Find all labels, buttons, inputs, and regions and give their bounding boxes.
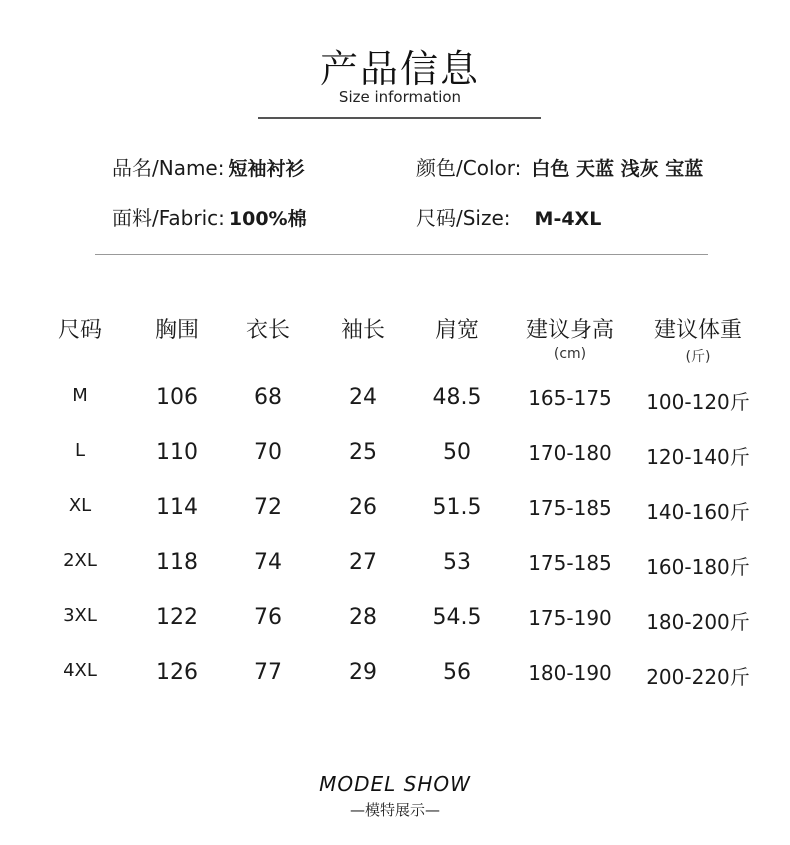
info-fabric bbox=[112, 202, 307, 231]
info-name bbox=[112, 152, 305, 181]
header-length: 衣长 bbox=[245, 318, 290, 343]
cell-weight: 100-120斤 bbox=[646, 390, 750, 414]
cell-chest: 122 bbox=[156, 605, 198, 630]
cell-sleeve: 24 bbox=[349, 385, 377, 410]
header-chest: 胸围 bbox=[154, 318, 199, 343]
cell-size: L bbox=[74, 440, 86, 461]
model-show-subtitle: —模特展示— bbox=[349, 801, 440, 819]
cell-sleeve: 28 bbox=[349, 605, 377, 630]
info-size bbox=[416, 202, 601, 231]
cell-chest: 114 bbox=[156, 495, 198, 520]
header-size: 尺码 bbox=[57, 318, 102, 343]
cell-size: XL bbox=[68, 495, 92, 516]
cell-size: 2XL bbox=[63, 550, 97, 571]
cell-sleeve: 29 bbox=[349, 660, 377, 685]
header-weight: 建议体重 bbox=[653, 318, 742, 343]
cell-chest: 106 bbox=[156, 385, 198, 410]
cell-shoulder: 50 bbox=[443, 440, 471, 465]
cell-weight: 140-160斤 bbox=[646, 500, 750, 524]
info-color-value: 白色 天蓝 浅灰 宝蓝 bbox=[531, 158, 704, 180]
cell-size: M bbox=[72, 385, 88, 406]
cell-length: 74 bbox=[254, 550, 282, 575]
page-title: 产品信息 bbox=[319, 47, 480, 91]
cell-length: 72 bbox=[254, 495, 282, 520]
cell-length: 68 bbox=[254, 385, 282, 410]
cell-weight: 160-180斤 bbox=[646, 555, 750, 579]
info-divider bbox=[95, 254, 708, 255]
page-subtitle: Size information bbox=[338, 88, 462, 106]
cell-height: 175-185 bbox=[528, 551, 612, 575]
cell-shoulder: 56 bbox=[443, 660, 471, 685]
info-name-value: 短袖衬衫 bbox=[228, 158, 305, 180]
unit-height: (cm) bbox=[553, 346, 587, 362]
info-color bbox=[416, 152, 703, 181]
cell-chest: 118 bbox=[156, 550, 198, 575]
cell-shoulder: 53 bbox=[443, 550, 471, 575]
cell-length: 70 bbox=[254, 440, 282, 465]
info-fabric-label: 面料/Fabric: bbox=[112, 206, 225, 230]
cell-size: 3XL bbox=[63, 605, 97, 626]
cell-shoulder: 48.5 bbox=[432, 385, 482, 410]
cell-size: 4XL bbox=[63, 660, 97, 681]
cell-height: 175-185 bbox=[528, 496, 612, 520]
cell-height: 170-180 bbox=[528, 441, 612, 465]
cell-length: 76 bbox=[254, 605, 282, 630]
info-fabric-value: 100%棉 bbox=[228, 208, 307, 230]
cell-weight: 120-140斤 bbox=[646, 445, 750, 469]
header-shoulder: 肩宽 bbox=[434, 318, 479, 343]
info-size-value: M-4XL bbox=[534, 208, 602, 230]
info-color-label: 颜色/Color: bbox=[416, 156, 522, 180]
header-height: 建议身高 bbox=[525, 318, 614, 343]
info-size-label: 尺码/Size: bbox=[416, 206, 511, 230]
cell-sleeve: 25 bbox=[349, 440, 377, 465]
model-show-title: MODEL SHOW bbox=[319, 772, 471, 796]
cell-height: 165-175 bbox=[528, 386, 612, 410]
cell-chest: 126 bbox=[156, 660, 198, 685]
title-divider bbox=[258, 117, 541, 119]
cell-height: 175-190 bbox=[528, 606, 612, 630]
cell-weight: 200-220斤 bbox=[646, 665, 750, 689]
cell-chest: 110 bbox=[156, 440, 198, 465]
cell-sleeve: 27 bbox=[349, 550, 377, 575]
header-sleeve: 袖长 bbox=[340, 318, 385, 343]
cell-shoulder: 54.5 bbox=[432, 605, 482, 630]
unit-weight: (斤) bbox=[685, 349, 711, 365]
cell-sleeve: 26 bbox=[349, 495, 377, 520]
cell-weight: 180-200斤 bbox=[646, 610, 750, 634]
cell-shoulder: 51.5 bbox=[432, 495, 482, 520]
info-name-label: 品名/Name: bbox=[112, 156, 225, 180]
cell-height: 180-190 bbox=[528, 661, 612, 685]
cell-length: 77 bbox=[254, 660, 282, 685]
